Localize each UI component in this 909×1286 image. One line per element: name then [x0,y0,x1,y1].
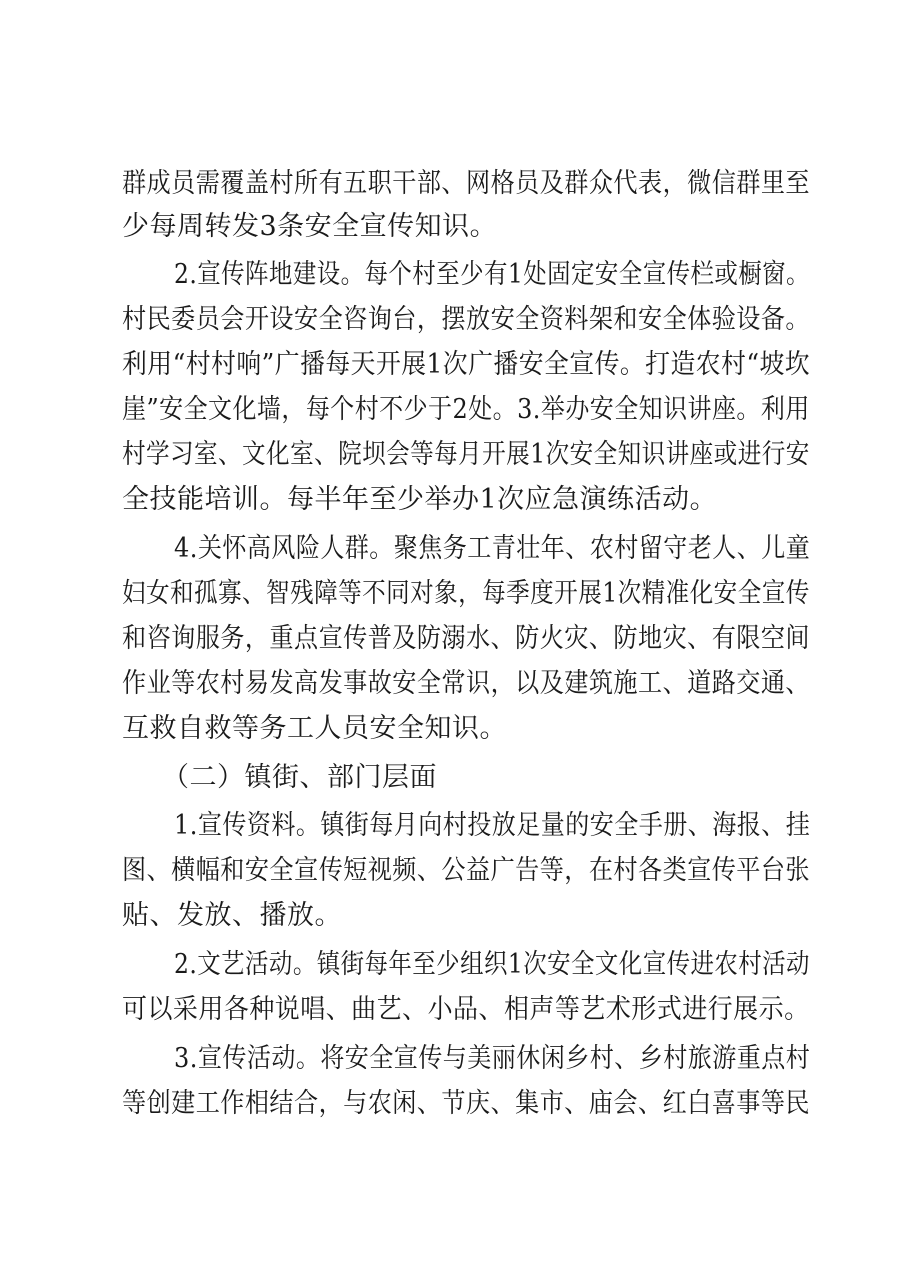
text-line: 互救自救等务工人员安全知识。 [122,713,507,744]
text-line: 村学习室、文化室、院坝会等每月开展1次安全知识讲座或进行安 [122,439,810,470]
text-line: 和咨询服务，重点宣传普及防溺水、防火灾、防地灾、有限空间 [122,623,810,654]
text-line: 图、横幅和安全宣传短视频、公益广告等，在村各类宣传平台张 [122,855,810,886]
text-line: 少每周转发3条安全宣传知识。 [122,211,498,242]
text-line: 作业等农村易发高发事故安全常识，以及建筑施工、道路交通、 [122,668,810,699]
text-line: 村民委员会开设安全咨询台，摆放安全资料架和安全体验设备。 [122,304,810,335]
text-line: 妇女和孤寡、智残障等不同对象，每季度开展1次精准化安全宣传 [122,578,810,609]
text-line: 利用“村村响”广播每天开展1次广播安全宣传。打造农村“坡坎 [122,349,811,380]
text-line: 1.宣传资料。镇街每月向村投放足量的安全手册、海报、挂 [174,810,811,841]
text-line: 2.宣传阵地建设。每个村至少有1处固定安全宣传栏或橱窗。 [174,259,810,290]
text-line: 崖”安全文化墙，每个村不少于2处。3.举办安全知识讲座。利用 [122,394,810,425]
text-line: 贴、发放、播放。 [122,900,342,931]
text-line: 群成员需覆盖村所有五职干部、网格员及群众代表，微信群里至 [122,168,810,199]
text-line: 全技能培训。每半年至少举办1次应急演练活动。 [122,484,718,515]
text-line: 4.关怀高风险人群。聚焦务工青壮年、农村留守老人、儿童 [174,533,811,564]
text-line: 可以采用各种说唱、曲艺、小品、相声等艺术形式进行展示。 [122,994,810,1025]
text-line: 2.文艺活动。镇街每年至少组织1次安全文化宣传进农村活动 [174,949,810,980]
section-heading: （二）镇街、部门层面 [162,762,437,793]
text-line: 等创建工作相结合，与农闲、节庆、集市、庙会、红白喜事等民 [122,1088,810,1119]
text-line: 3.宣传活动。将安全宣传与美丽休闲乡村、乡村旅游重点村 [174,1043,811,1074]
